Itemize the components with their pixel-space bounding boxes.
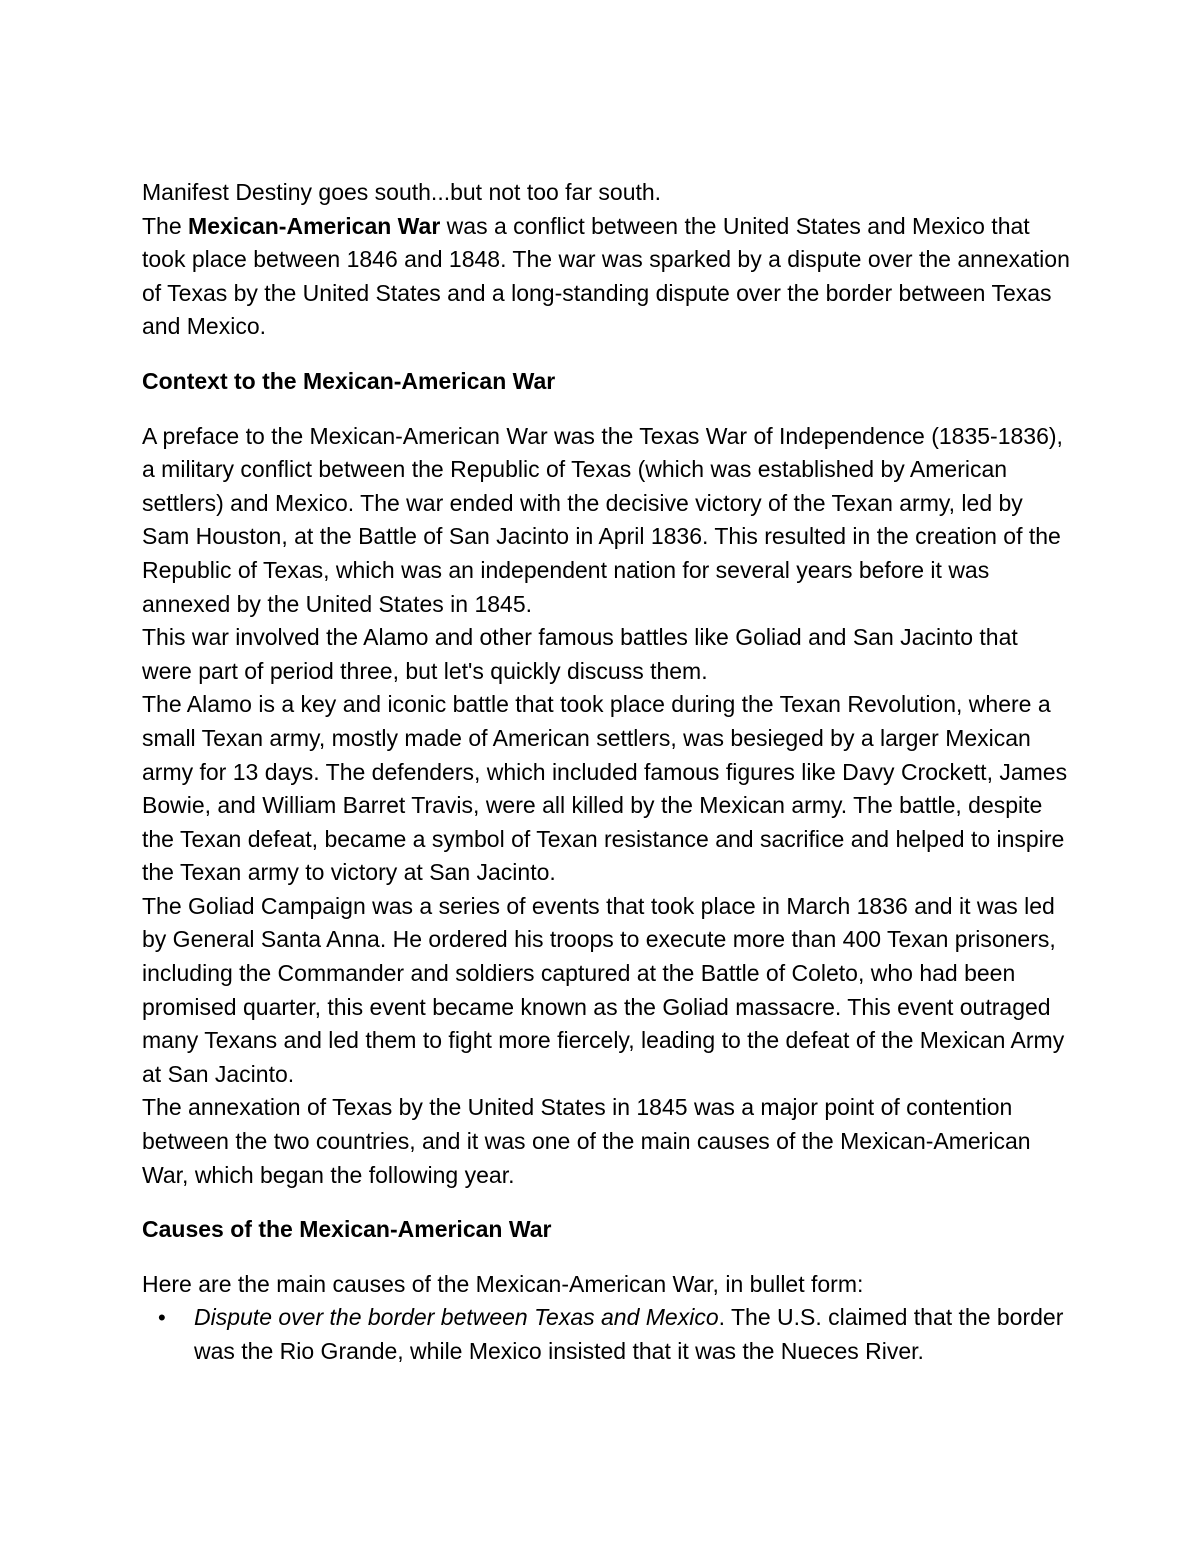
intro-prefix: The: [142, 212, 189, 239]
document-page: [142, 176, 1072, 1369]
section-heading-causes: Causes of the Mexican-American War: [142, 1216, 552, 1243]
intro-bold-term: Mexican-American War: [188, 212, 441, 239]
context-paragraph: The Alamo is a key and iconic battle that took place during the Texan Revolution, where a small Texan army, mostly made of American settlers, was besieged by a larger Mexican army for 13 days. The defenders, which included famous figures like Davy Crockett, James Bowie, and William Barret Travis, were all killed by the Mexican army. The battle, despite the Texan defeat, became a symbol of Texan resistance and sacrifice and helped to inspire the Texan army to victory at San Jacinto.: [142, 691, 1068, 886]
intro-rest: was a conflict between the United States and Mexico that took place between 1846 and 1848. The war was sparked by a dispute over the annexation of Texas by the United States and a long-standing dispute over the border between Texas and Mexico.: [142, 212, 1070, 340]
spacer: [142, 1192, 1072, 1213]
spacer: [142, 399, 1072, 420]
causes-intro: Here are the main causes of the Mexican-American War, in bullet form:: [142, 1270, 864, 1297]
bullet-text: . The U.S. claimed that the border was the Rio Grande, while Mexico insisted that it was the Nueces River.: [194, 1304, 1064, 1364]
spacer: [142, 344, 1072, 365]
context-paragraph: This war involved the Alamo and other famous battles like Goliad and San Jacinto that were part of period three, but let's quickly discuss them.: [142, 624, 1018, 684]
intro-paragraph: [142, 210, 1072, 344]
bullet-icon: •: [158, 1305, 166, 1331]
bullet-emphasis: Dispute over the border between Texas and Mexico: [194, 1304, 719, 1331]
list-item: [142, 1301, 1072, 1368]
context-paragraph: The annexation of Texas by the United States in 1845 was a major point of contention between the two countries, and it was one of the main causes of the Mexican-American War, which began the following year.: [142, 1094, 1031, 1188]
section-heading-context: Context to the Mexican-American War: [142, 367, 556, 394]
spacer: [142, 1247, 1072, 1268]
intro-line: Manifest Destiny goes south...but not too far south.: [142, 179, 662, 205]
context-paragraph: The Goliad Campaign was a series of events that took place in March 1836 and it was led by General Santa Anna. He ordered his troops to execute more than 400 Texan prisoners, including the Commander and soldiers captured at the Battle of Coleto, who had been promised quarter, this event became known as the Goliad massacre. This event outraged many Texans and led them to fight more fiercely, leading to the defeat of the Mexican Army at San Jacinto.: [142, 892, 1065, 1087]
context-paragraph: A preface to the Mexican-American War was the Texas War of Independence (1835-1836), a military conflict between the Republic of Texas (which was established by American settlers) and Mexico. The war ended with the decisive victory of the Texan army, led by Sam Houston, at the Battle of San Jacinto in April 1836. This resulted in the creation of the Republic of Texas, which was an independent nation for several years before it was annexed by the United States in 1845.: [142, 422, 1063, 617]
causes-bullet-list: [142, 1301, 1072, 1368]
